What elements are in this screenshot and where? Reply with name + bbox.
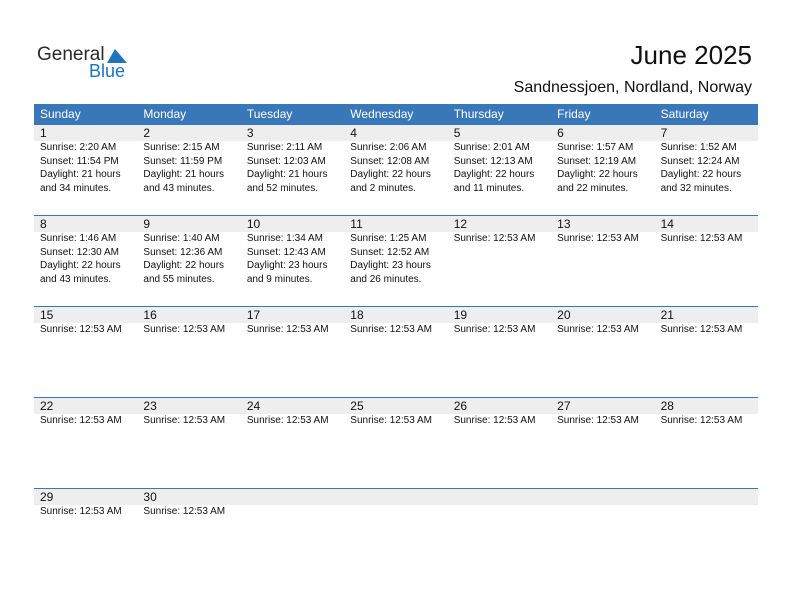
day-cell [34, 307, 137, 397]
day-info-line: Sunset: 12:36 AM [143, 246, 223, 258]
calendar-week-row [34, 125, 758, 215]
calendar-grid [34, 104, 758, 579]
day-info-line: Sunrise: 12:53 AM [557, 415, 639, 426]
weekday-header: Thursday [453, 107, 504, 121]
day-info-line: Sunrise: 12:53 AM [143, 415, 226, 426]
day-number: 22 [34, 398, 137, 414]
day-info-line: Daylight: 21 hours [40, 169, 121, 180]
day-cell [137, 307, 240, 397]
day-info-line: Sunrise: 2:06 AM [350, 142, 427, 153]
day-number: 20 [551, 307, 654, 323]
day-cell [137, 125, 240, 215]
day-number: 5 [448, 125, 551, 141]
page-title: June 2025 [630, 40, 752, 70]
day-number: 6 [551, 125, 654, 141]
weekday-header: Tuesday [246, 107, 293, 121]
day-info-line: and 26 minutes. [350, 273, 422, 285]
day-number: 13 [551, 216, 654, 232]
day-number: 3 [241, 125, 344, 141]
day-info-line: Sunrise: 12:53 AM [660, 324, 743, 335]
day-number: 25 [344, 398, 447, 414]
day-info-line: and 11 minutes. [453, 182, 525, 194]
day-info-line: Sunset: 12:30 AM [40, 246, 119, 258]
day-cell [34, 125, 137, 215]
day-cell [448, 398, 551, 488]
day-cell [34, 216, 137, 306]
day-cell [448, 307, 551, 397]
day-info-line: Daylight: 22 hours [453, 169, 535, 180]
day-info-line: Sunrise: 1:52 AM [660, 142, 737, 153]
day-info-line: Sunrise: 12:53 AM [40, 324, 122, 335]
day-number: 10 [241, 216, 344, 232]
day-info-line: Sunset: 11:54 PM [40, 155, 119, 167]
day-number: 9 [137, 216, 240, 232]
day-info-line: Sunrise: 2:20 AM [40, 142, 117, 153]
day-info-line: Daylight: 22 hours [660, 169, 742, 180]
day-cell [137, 216, 240, 306]
day-cell [448, 216, 551, 306]
calendar-week-row [34, 397, 758, 488]
logo [37, 44, 137, 80]
day-number: 16 [137, 307, 240, 323]
day-info-line: and 34 minutes. [40, 182, 112, 194]
calendar-week-row [34, 306, 758, 397]
day-info-line: and 22 minutes. [557, 182, 629, 194]
day-cell [344, 216, 447, 306]
day-number: 7 [655, 125, 758, 141]
day-info-line: Daylight: 22 hours [40, 260, 121, 271]
day-cell [241, 216, 344, 306]
day-number: 29 [34, 489, 137, 505]
weekday-header-row [34, 104, 758, 125]
day-info-line: and 2 minutes. [350, 182, 416, 194]
day-info-line: Daylight: 21 hours [246, 169, 328, 180]
day-info-line: Sunset: 12:08 AM [350, 155, 430, 167]
day-info-line: Sunrise: 1:25 AM [350, 233, 427, 244]
day-info-line: Daylight: 23 hours [350, 260, 431, 271]
weekday-header: Saturday [660, 107, 709, 121]
day-cell [551, 125, 654, 215]
day-number: 2 [137, 125, 240, 141]
empty-day-cell [448, 489, 551, 579]
day-number: 27 [551, 398, 654, 414]
weeks-container [34, 125, 758, 579]
day-info-line: and 32 minutes. [660, 182, 732, 194]
calendar-week-row [34, 215, 758, 306]
day-info-line: Daylight: 22 hours [557, 169, 638, 180]
day-info-line: Sunrise: 12:53 AM [246, 324, 329, 335]
day-number: 26 [448, 398, 551, 414]
day-info-line: Sunrise: 12:53 AM [40, 506, 122, 517]
day-info-line: Sunrise: 2:11 AM [246, 142, 323, 153]
day-info-line: Sunrise: 12:53 AM [453, 324, 536, 335]
day-info-line: Sunrise: 12:53 AM [557, 233, 639, 244]
day-cell [655, 398, 758, 488]
day-cell [344, 307, 447, 397]
empty-day-cell [344, 489, 447, 579]
day-cell [344, 398, 447, 488]
day-cell [655, 125, 758, 215]
day-info-line: Sunrise: 12:53 AM [143, 324, 226, 335]
day-cell [241, 307, 344, 397]
day-number [655, 489, 758, 505]
day-number: 17 [241, 307, 344, 323]
day-info-line: Daylight: 22 hours [350, 169, 431, 180]
day-cell [241, 398, 344, 488]
weekday-header: Sunday [40, 107, 81, 121]
day-cell [34, 398, 137, 488]
day-info-line: Sunset: 12:19 AM [557, 155, 637, 167]
day-info-line: Sunset: 12:13 AM [453, 155, 533, 167]
day-info-line: Daylight: 23 hours [246, 260, 328, 271]
day-info-line: Sunrise: 12:53 AM [246, 415, 329, 426]
day-number: 21 [655, 307, 758, 323]
day-info-line: and 52 minutes. [246, 182, 319, 194]
day-number: 15 [34, 307, 137, 323]
day-info-line: Sunrise: 12:53 AM [660, 233, 743, 244]
empty-day-cell [241, 489, 344, 579]
day-info-line: and 9 minutes. [246, 273, 313, 285]
weekday-header: Friday [557, 107, 591, 121]
calendar-week-row [34, 488, 758, 579]
day-info-line: Daylight: 22 hours [143, 260, 225, 271]
day-info-line: Sunrise: 12:53 AM [350, 415, 432, 426]
day-number: 11 [344, 216, 447, 232]
day-cell [655, 307, 758, 397]
day-info-line: and 43 minutes. [143, 182, 215, 194]
day-info-line: Sunrise: 2:01 AM [453, 142, 530, 153]
day-info-line: Sunrise: 1:40 AM [143, 233, 220, 244]
day-number: 8 [34, 216, 137, 232]
day-cell [137, 489, 240, 579]
day-number: 18 [344, 307, 447, 323]
day-number: 4 [344, 125, 447, 141]
day-cell [551, 216, 654, 306]
day-cell [551, 398, 654, 488]
day-info-line: Sunrise: 12:53 AM [660, 415, 743, 426]
day-cell [551, 307, 654, 397]
day-info-line: Sunrise: 1:46 AM [40, 233, 117, 244]
day-info-line: Sunrise: 12:53 AM [40, 415, 122, 426]
day-info-line: Sunset: 12:43 AM [246, 246, 326, 258]
day-info-line: Sunrise: 1:34 AM [246, 233, 323, 244]
day-cell [137, 398, 240, 488]
day-number: 14 [655, 216, 758, 232]
day-info-line: Sunrise: 12:53 AM [453, 233, 536, 244]
day-info-line: and 55 minutes. [143, 273, 215, 285]
day-number [448, 489, 551, 505]
day-info-line: Sunrise: 12:53 AM [453, 415, 536, 426]
weekday-header: Monday [143, 107, 187, 121]
day-number: 24 [241, 398, 344, 414]
empty-day-cell [655, 489, 758, 579]
day-info-line: Sunrise: 12:53 AM [557, 324, 639, 335]
weekday-header: Wednesday [350, 107, 414, 121]
day-info-line: Sunrise: 1:57 AM [557, 142, 634, 153]
day-cell [655, 216, 758, 306]
day-info-line: Sunrise: 12:53 AM [350, 324, 432, 335]
day-info-line: Sunset: 12:52 AM [350, 246, 430, 258]
day-info-line: Sunrise: 12:53 AM [143, 506, 226, 517]
day-cell [448, 125, 551, 215]
day-number: 1 [34, 125, 137, 141]
day-number: 12 [448, 216, 551, 232]
day-number [551, 489, 654, 505]
location-subtitle: Sandnessjoen, Nordland, Norway [513, 79, 752, 96]
day-number: 28 [655, 398, 758, 414]
day-cell [344, 125, 447, 215]
day-info-line: Daylight: 21 hours [143, 169, 225, 180]
day-info-line: Sunset: 12:24 AM [660, 155, 740, 167]
day-number: 19 [448, 307, 551, 323]
logo-general-text: General [37, 44, 105, 65]
day-info-line: Sunrise: 2:15 AM [143, 142, 220, 153]
logo-blue-text: Blue [89, 61, 126, 81]
day-number [344, 489, 447, 505]
day-info-line: and 43 minutes. [40, 273, 112, 285]
day-number: 23 [137, 398, 240, 414]
day-cell [34, 489, 137, 579]
empty-day-cell [551, 489, 654, 579]
day-number [241, 489, 344, 505]
day-number: 30 [137, 489, 240, 505]
day-cell [241, 125, 344, 215]
day-info-line: Sunset: 11:59 PM [143, 155, 223, 167]
day-info-line: Sunset: 12:03 AM [246, 155, 326, 167]
